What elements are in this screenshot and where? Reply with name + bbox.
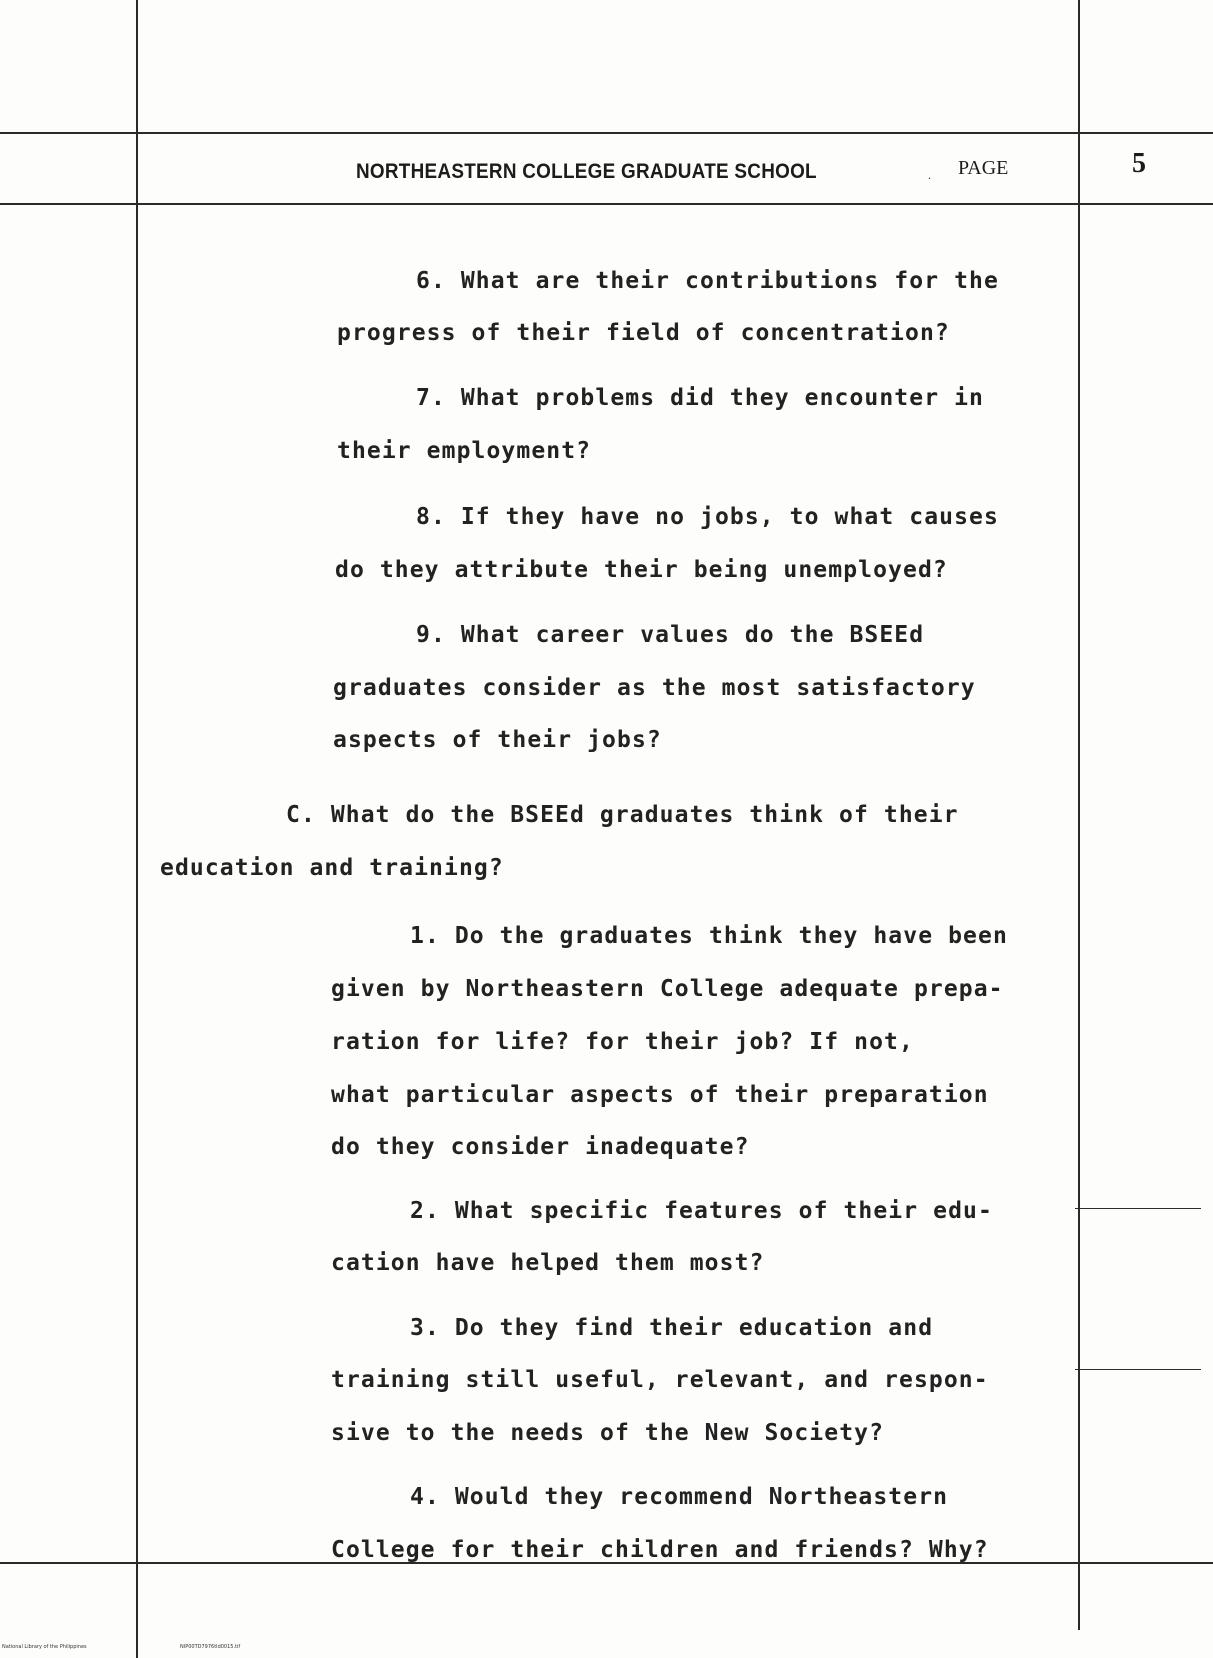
text-line: C. What do the BSEEd graduates think of their	[286, 802, 959, 828]
text-line: 1. Do the graduates think they have been	[410, 923, 1008, 949]
text-line: 6. What are their contributions for the	[416, 268, 999, 294]
text-line: sive to the needs of the New Society?	[331, 1420, 885, 1446]
text-line: 9. What career values do the BSEEd	[416, 622, 925, 648]
text-line: College for their children and friends? Why?	[331, 1537, 989, 1563]
margin-mark	[1075, 1369, 1201, 1370]
text-line: do they consider inadequate?	[331, 1134, 750, 1160]
header-bottom-rule	[0, 203, 1213, 205]
right-margin-rule	[1078, 0, 1080, 1630]
text-line: education and training?	[160, 855, 504, 881]
text-line: graduates consider as the most satisfactory	[333, 675, 976, 701]
left-margin-rule	[136, 0, 138, 1658]
text-line: 8. If they have no jobs, to what causes	[416, 504, 999, 530]
text-line: 2. What specific features of their edu-	[410, 1198, 993, 1224]
text-line: cation have helped them most?	[331, 1250, 765, 1276]
text-line: 4. Would they recommend Northeastern	[410, 1484, 949, 1510]
text-line: progress of their field of concentration?	[337, 320, 950, 346]
page-number: 5	[1132, 148, 1146, 179]
text-line: aspects of their jobs?	[333, 727, 662, 753]
text-line: ration for life? for their job? If not,	[331, 1029, 914, 1055]
text-line: do they attribute their being unemployed?	[335, 557, 948, 583]
text-line: given by Northeastern College adequate prepa-	[331, 976, 1004, 1002]
library-credit: National Library of the Philippines	[2, 1644, 87, 1650]
text-line: 3. Do they find their education and	[410, 1315, 934, 1341]
page-header-title: NORTHEASTERN COLLEGE GRADUATE SCHOOL	[356, 160, 817, 183]
scan-file-id: NIP00TD7976tld0015.tif	[180, 1644, 241, 1650]
header-dot: .	[928, 168, 931, 182]
text-line: 7. What problems did they encounter in	[416, 385, 984, 411]
text-line: their employment?	[337, 438, 592, 464]
header-top-rule	[0, 132, 1213, 134]
text-line: what particular aspects of their preparation	[331, 1082, 989, 1108]
margin-mark	[1075, 1208, 1201, 1209]
page-label: PAGE	[958, 157, 1009, 179]
text-line: training still useful, relevant, and respon-	[331, 1367, 989, 1393]
